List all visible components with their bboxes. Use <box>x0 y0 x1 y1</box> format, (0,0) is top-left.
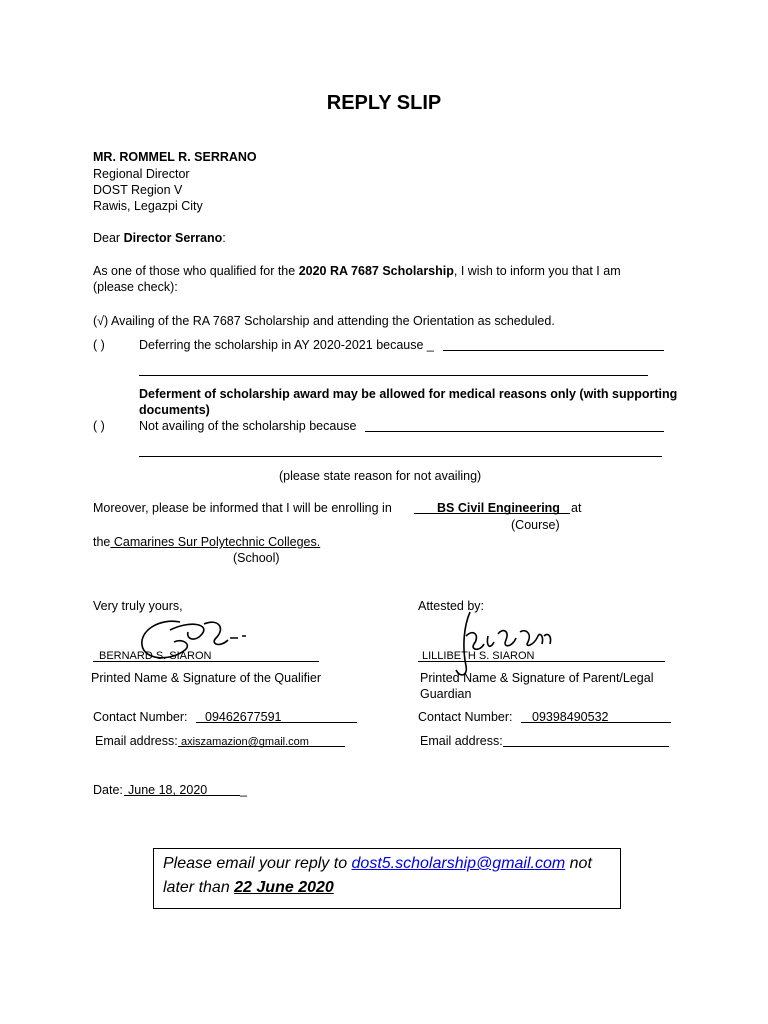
salutation-name: Director Serrano <box>123 231 223 245</box>
enrollment-at: at <box>571 501 582 515</box>
salutation-suffix: : <box>222 231 226 245</box>
date-label: Date: <box>93 783 123 797</box>
notice-text-1: Please email your reply to <box>163 855 352 872</box>
school-label: (School) <box>233 551 280 565</box>
qualifier-name-line <box>93 661 319 662</box>
guardian-name-line <box>418 661 665 662</box>
guardian-contact-number[interactable]: 09398490532 <box>532 710 609 724</box>
option-availing[interactable]: (√) Availing of the RA 7687 Scholarship and attending the Orientation as scheduled. <box>93 314 555 328</box>
not-availing-reason-line-1[interactable] <box>365 431 664 432</box>
reason-hint: (please state reason for not availing) <box>279 469 482 483</box>
salutation <box>93 230 226 246</box>
notice-email-link[interactable]: dost5.scholarship@gmail.com <box>351 855 566 872</box>
closing: Very truly yours, <box>93 599 183 613</box>
addressee-office: DOST Region V <box>93 183 183 197</box>
intro-text-1: As one of those who qualified for the <box>93 264 299 278</box>
page-title: REPLY SLIP <box>326 92 442 114</box>
school-value[interactable]: Camarines Sur Polytechnic Colleges. <box>110 535 321 549</box>
guardian-caption-1: Printed Name & Signature of Parent/Legal <box>420 671 654 685</box>
notice-deadline: 22 June 2020 <box>234 879 334 896</box>
not-availing-reason-line-2[interactable] <box>139 456 662 457</box>
deferring-checkbox[interactable]: ( ) <box>93 338 105 352</box>
intro-line-2: (please check): <box>93 280 178 294</box>
guardian-email-label: Email address: <box>420 734 503 748</box>
option-deferring: Deferring the scholarship in AY 2020-2021 because _ <box>139 338 434 352</box>
not-availing-checkbox[interactable]: ( ) <box>93 419 105 433</box>
scholarship-name: 2020 RA 7687 Scholarship <box>298 264 454 278</box>
option-not-availing: Not availing of the scholarship because <box>139 419 357 433</box>
notice-text-2: not later than <box>163 855 592 896</box>
qualifier-email-label: Email address: <box>95 734 178 748</box>
enrollment-the: the <box>93 535 111 549</box>
intro-text-2: , I wish to inform you that I am <box>453 264 621 278</box>
addressee-position: Regional Director <box>93 167 190 181</box>
guardian-email-line[interactable] <box>503 746 669 747</box>
deferring-reason-line-2[interactable] <box>139 375 648 376</box>
attested-label: Attested by: <box>418 599 485 613</box>
qualifier-email[interactable]: axiszamazion@gmail.com <box>181 736 309 748</box>
deferment-note-1: Deferment of scholarship award may be allowed for medical reasons only (with supporting <box>139 387 678 401</box>
intro-paragraph <box>93 263 621 279</box>
school-row <box>93 534 320 550</box>
date-value[interactable]: June 18, 2020 <box>128 783 208 797</box>
qualifier-name: BERNARD S. SIARON <box>99 650 212 662</box>
date-trail: _ <box>240 783 247 797</box>
email-notice-box <box>153 848 621 909</box>
deferring-reason-line-1[interactable] <box>443 350 664 351</box>
addressee-address: Rawis, Legazpi City <box>93 199 203 213</box>
enrollment-text: Moreover, please be informed that I will be enrolling in <box>93 501 392 515</box>
deferment-note-2: documents) <box>139 403 210 417</box>
guardian-name: LILLIBETH S. SIARON <box>422 650 535 662</box>
qualifier-contact-number[interactable]: 09462677591 <box>205 710 282 724</box>
qualifier-caption: Printed Name & Signature of the Qualifier <box>91 671 321 685</box>
salutation-prefix: Dear <box>93 231 124 245</box>
addressee-name: MR. ROMMEL R. SERRANO <box>93 150 257 164</box>
guardian-caption-2: Guardian <box>420 687 472 701</box>
qualifier-contact-label: Contact Number: <box>93 710 188 724</box>
course-value[interactable]: BS Civil Engineering <box>437 501 560 515</box>
guardian-contact-label: Contact Number: <box>418 710 513 724</box>
course-label: (Course) <box>511 518 560 532</box>
